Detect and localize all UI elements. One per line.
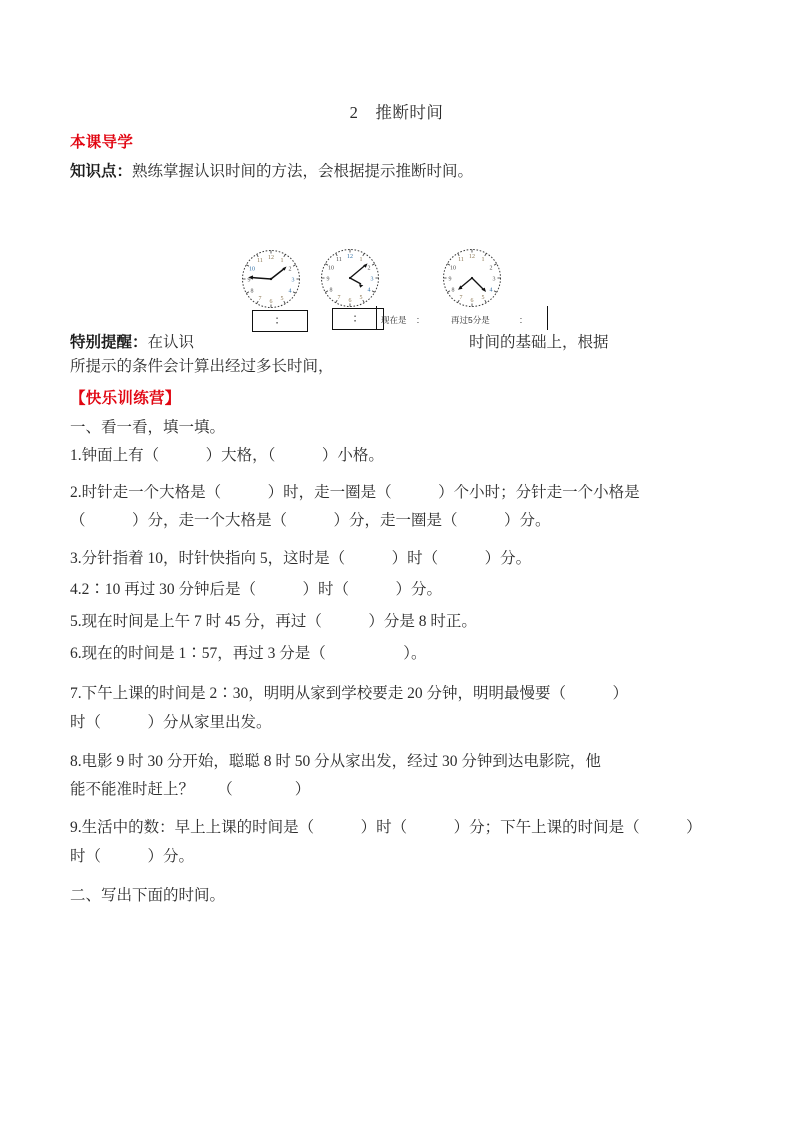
svg-text:4: 4 <box>288 288 292 295</box>
question-4-line-1 <box>70 580 730 600</box>
question-2-line-1 <box>70 483 730 503</box>
knowledge-point-line <box>70 162 730 182</box>
special-tip-part-one: 在认识 <box>147 334 195 351</box>
question-3-number: 3. <box>70 550 82 567</box>
prompt-after-label: 再过5分是 <box>451 315 490 325</box>
question-1-text: 钟面上有（ ）大格，（ ）小格。 <box>81 447 384 464</box>
question-5-number: 5. <box>70 613 82 630</box>
svg-text:11: 11 <box>336 257 342 263</box>
svg-text:6: 6 <box>348 298 352 304</box>
svg-text:8: 8 <box>250 288 254 295</box>
special-tip-line-2: 所提示的条件会计算出经过多长时间， <box>70 358 334 375</box>
svg-text:7: 7 <box>337 295 341 301</box>
question-5-text: 现在时间是上午 7 时 45 分，再过（ ）分是 8 时正。 <box>81 613 477 630</box>
question-4-number: 4. <box>70 581 82 598</box>
svg-text:8: 8 <box>329 287 333 294</box>
question-1-number: 1. <box>70 447 82 464</box>
question-9-line-2: 时（ ）分。 <box>70 848 195 865</box>
question-5-line-1 <box>70 612 730 632</box>
svg-text:3: 3 <box>370 276 374 283</box>
svg-text:8: 8 <box>451 287 455 294</box>
question-4-text: 2∶10 再过 30 分钟后是（ ）时（ ）分。 <box>81 581 443 598</box>
svg-text:10: 10 <box>450 265 456 272</box>
svg-text:3: 3 <box>291 277 295 284</box>
svg-text:2: 2 <box>288 266 292 273</box>
clock-two <box>319 247 381 309</box>
question-2-text-1: 时针走一个大格是（ ）时，走一圈是（ ）个小时；分针走一个小格是 <box>81 484 640 501</box>
svg-text:1: 1 <box>280 258 284 264</box>
svg-text:4: 4 <box>367 287 371 294</box>
svg-text:2: 2 <box>367 265 371 272</box>
prompt-now-label: 现在是 <box>381 315 407 325</box>
section-label-two: 二、写出下面的时间。 <box>70 887 226 904</box>
clock-one-answer-value: ： <box>274 314 286 327</box>
guide-heading: 本课导学 <box>70 134 134 151</box>
question-7-text-1: 下午上课的时间是 2∶30，明明从家到学校要走 20 分钟，明明最慢要（ ） <box>81 685 629 702</box>
svg-text:5: 5 <box>481 295 485 301</box>
prompt-now-colon: ： <box>416 315 425 325</box>
question-7-line-1 <box>70 684 730 704</box>
svg-text:5: 5 <box>280 296 284 302</box>
svg-text:10: 10 <box>328 265 334 272</box>
svg-text:9: 9 <box>448 276 452 283</box>
svg-text:6: 6 <box>269 299 273 305</box>
svg-text:7: 7 <box>258 296 262 302</box>
svg-text:7: 7 <box>459 295 463 301</box>
question-6-number: 6. <box>70 645 82 662</box>
training-heading: 【快乐训练营】 <box>70 390 181 407</box>
question-8-number: 8. <box>70 753 82 770</box>
question-9-number: 9. <box>70 819 82 836</box>
special-tip-line-1 <box>70 333 730 353</box>
knowledge-point-label: 知识点： <box>70 163 133 180</box>
question-6-text: 现在的时间是 1∶57，再过 3 分是（ ）。 <box>81 645 427 662</box>
question-1-line-1 <box>70 446 730 466</box>
prompt-divider-left <box>376 306 377 330</box>
svg-text:6: 6 <box>470 298 474 304</box>
clock-illustration-strip <box>0 238 793 343</box>
question-7-line-2: 时（ ）分从家里出发。 <box>70 714 272 731</box>
clock-one-answer-box[interactable] <box>252 310 308 332</box>
page-title: 2 推断时间 <box>349 103 444 122</box>
svg-text:3: 3 <box>492 276 496 283</box>
clock-one <box>240 248 302 310</box>
svg-text:11: 11 <box>458 257 464 263</box>
svg-text:12: 12 <box>469 254 475 260</box>
prompt-after-colon: ： <box>519 315 528 325</box>
clock-two-answer-value: ： <box>352 312 364 325</box>
svg-text:9: 9 <box>247 277 251 284</box>
knowledge-point-text: 熟练掌握认识时间的方法，会根据提示推断时间。 <box>132 163 474 180</box>
svg-text:4: 4 <box>489 287 493 294</box>
svg-text:5: 5 <box>359 295 363 301</box>
question-3-text: 分针指着 10，时针快指向 5，这时是（ ）时（ ）分。 <box>81 550 532 567</box>
svg-text:1: 1 <box>359 257 363 263</box>
clock-three <box>441 247 503 309</box>
svg-text:12: 12 <box>268 255 274 261</box>
question-9-text-1: 生活中的数：早上上课的时间是（ ）时（ ）分；下午上课的时间是（ ） <box>81 819 702 836</box>
prompt-divider-right <box>547 306 548 330</box>
svg-text:1: 1 <box>481 257 485 263</box>
question-3-line-1 <box>70 549 730 569</box>
question-6-line-1 <box>70 644 730 664</box>
question-8-line-2: 能不能准时赶上？ （ ） <box>70 781 311 798</box>
question-2-number: 2. <box>70 484 82 501</box>
svg-text:10: 10 <box>249 266 255 273</box>
svg-text:11: 11 <box>257 258 263 264</box>
svg-text:9: 9 <box>326 276 330 283</box>
question-8-text-1: 电影 9 时 30 分开始，聪聪 8 时 50 分从家出发，经过 30 分钟到达电影院，他 <box>81 753 601 770</box>
question-2-line-2: （ ）分，走一个大格是（ ）分，走一圈是（ ）分。 <box>70 512 551 529</box>
question-9-line-1 <box>70 818 730 838</box>
question-8-line-1 <box>70 752 730 772</box>
special-tip-part-two: 时间的基础上，根据 <box>469 334 609 351</box>
special-tip-label: 特别提醒： <box>70 334 148 351</box>
question-7-number: 7. <box>70 685 82 702</box>
svg-text:12: 12 <box>347 254 353 260</box>
svg-text:2: 2 <box>489 265 493 272</box>
section-label-one: 一、看一看，填一填。 <box>70 419 226 436</box>
